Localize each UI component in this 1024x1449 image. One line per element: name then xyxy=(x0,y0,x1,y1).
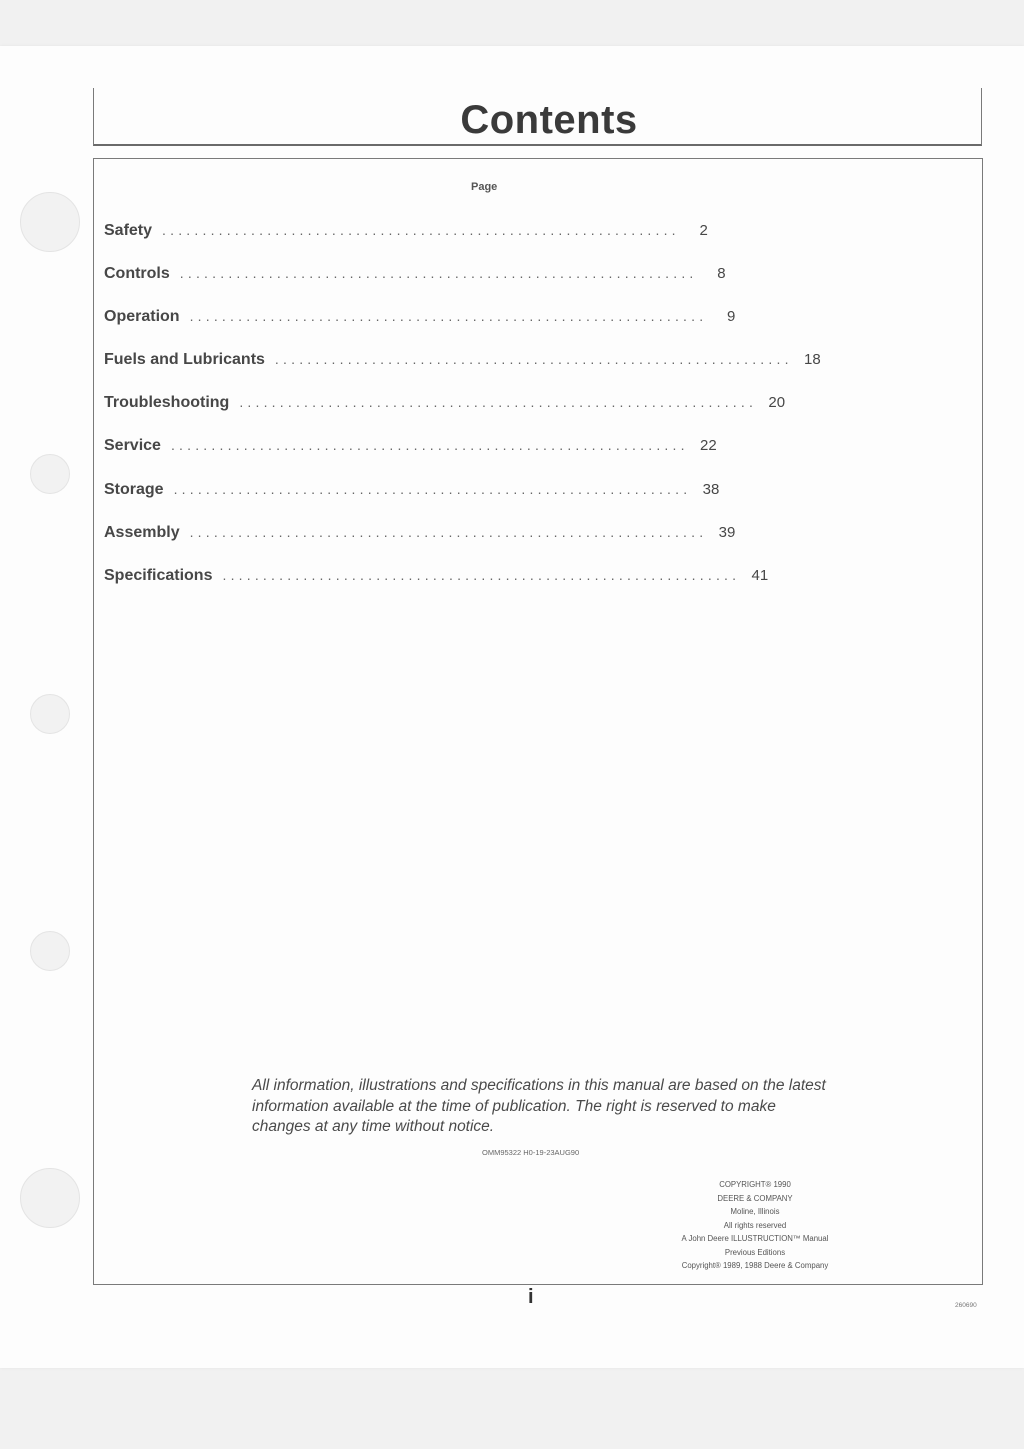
toc-entry-page: 8 xyxy=(717,265,726,283)
binder-hole xyxy=(20,1168,80,1228)
toc-entry-label: Fuels and Lubricants xyxy=(104,351,265,369)
toc-entry-label: Safety xyxy=(104,222,153,239)
toc-entry-page: 9 xyxy=(726,308,736,326)
dot-leader: ................................................................ xyxy=(173,480,692,497)
dot-leader: ................................................................ xyxy=(274,351,793,368)
toc-entry-label: Operation xyxy=(104,308,180,326)
toc-entry-controls[interactable] xyxy=(104,265,726,308)
toc-entry-label: Service xyxy=(104,437,161,455)
copyright-line: All rights reserved xyxy=(723,1220,787,1230)
page-column-header: Page xyxy=(471,181,498,193)
toc-entry-safety[interactable] xyxy=(104,222,708,265)
copyright-line: A John Deere ILLUSTRUCTION™ Manual xyxy=(681,1234,829,1243)
dot-leader: ................................................................ xyxy=(222,566,741,583)
copyright-line: DEERE & COMPANY xyxy=(717,1193,793,1203)
toc-entry-label: Specifications xyxy=(104,566,213,584)
page-number: i xyxy=(528,1286,534,1308)
dot-leader: ................................................................ xyxy=(239,394,758,411)
binder-hole xyxy=(30,694,70,734)
dot-leader: ................................................................ xyxy=(179,265,698,282)
toc-entry-label: Assembly xyxy=(104,523,180,541)
copyright-line: Previous Editions xyxy=(724,1247,786,1257)
toc-entry-label: Controls xyxy=(104,265,170,283)
page-title: Contents xyxy=(460,98,638,142)
toc-entry-page: 39 xyxy=(718,523,736,541)
table-of-contents xyxy=(104,222,821,610)
copyright-line: COPYRIGHT® 1990 xyxy=(719,1180,791,1189)
toc-entry-label: Troubleshooting xyxy=(104,394,230,412)
dot-leader: ................................................................ xyxy=(189,523,708,540)
binder-hole xyxy=(20,192,80,252)
toc-entry-storage[interactable] xyxy=(104,480,720,524)
manual-page xyxy=(0,46,1024,1368)
toc-entry-page: 41 xyxy=(751,566,769,584)
toc-entry-fuels-and-lubricants[interactable] xyxy=(104,351,821,394)
dot-leader: ................................................................ xyxy=(170,437,689,454)
toc-entry-assembly[interactable] xyxy=(104,523,736,567)
copyright-line: Copyright® 1989, 1988 Deere & Company xyxy=(681,1261,829,1270)
toc-entry-page: 38 xyxy=(702,480,720,498)
toc-entry-page: 18 xyxy=(803,351,821,369)
page-date-code: 260690 xyxy=(955,1302,977,1309)
disclaimer-notice: All information, illustrations and specifications in this manual are based on the latest information available at the time of publication. The right is reserved to make changes at any time without notice. xyxy=(252,1077,826,1135)
binder-hole xyxy=(30,931,70,971)
toc-entry-specifications[interactable] xyxy=(104,566,769,610)
document-code: OMM95322 H0-19-23AUG90 xyxy=(482,1148,580,1157)
toc-entry-page: 22 xyxy=(700,437,717,455)
toc-entry-service[interactable] xyxy=(104,437,717,480)
copyright-block xyxy=(640,1178,870,1273)
copyright-line: Moline, Illinois xyxy=(730,1207,780,1216)
toc-entry-label: Storage xyxy=(104,480,164,498)
toc-entry-page: 20 xyxy=(768,394,786,412)
dot-leader: ................................................................ xyxy=(162,222,680,238)
toc-entry-page: 2 xyxy=(699,222,708,239)
toc-entry-troubleshooting[interactable] xyxy=(104,394,786,437)
toc-entry-operation[interactable] xyxy=(104,308,736,351)
dot-leader: ................................................................ xyxy=(189,308,708,325)
binder-hole xyxy=(30,454,70,494)
